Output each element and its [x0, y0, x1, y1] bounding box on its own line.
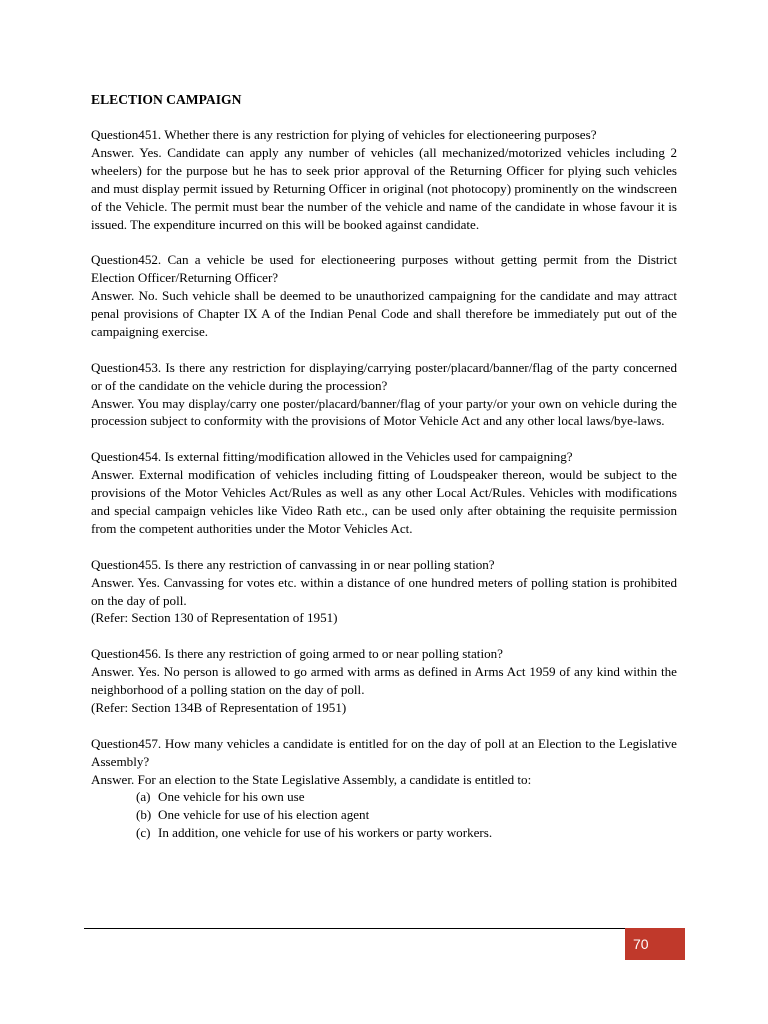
list-item-text: One vehicle for use of his election agent — [158, 807, 370, 823]
question-text: Question451. Whether there is any restriction for plying of vehicles for electioneering purposes? — [91, 127, 597, 142]
answer-text: Answer. Yes. Canvassing for votes etc. within a distance of one hundred meters of polling station is prohibited on the day of poll. — [91, 574, 677, 608]
answer-text: Answer. External modification of vehicles including fitting of Loudspeaker thereon, would be subject to the provisions of the Motor Vehicles Act/Rules as well as any other Local Act/Rules. Vehicles with modifications and special campaign vehicles like Video Rath etc., can be used only after obtaining the requisite permission from the competent authorities under the Motor Vehicles Act. — [91, 467, 677, 536]
answer-text: Answer. Yes. Candidate can apply any number of vehicles (all mechanized/motorized vehicles including 2 wheelers) for the purpose but he has to seek prior approval of the Returning Officer for plying such vehicles and must display permit issued by Returning Officer in original (not photocopy) prominently on the windscreen of the Vehicle. The permit must bear the number of the vehicle and name of the candidate in whose favour it is issued. The expenditure incurred on this will be booked against candidate. — [91, 144, 677, 232]
list-item-text: One vehicle for his own use — [158, 789, 305, 805]
question-text: Question456. Is there any restriction of going armed to or near polling station? — [91, 646, 503, 662]
question-text: Question454. Is external fitting/modification allowed in the Vehicles used for campaigning? — [91, 449, 573, 465]
reference-text: (Refer: Section 134B of Representation of 1951) — [91, 699, 347, 715]
qa-block-456 — [91, 645, 677, 717]
qa-block-453 — [91, 359, 677, 431]
question-text: Question457. How many vehicles a candidate is entitled for on the day of poll at an Election to the Legislative Assembly? — [91, 735, 677, 769]
list-marker: (b) — [136, 807, 152, 823]
list-item — [91, 788, 677, 806]
list-marker: (a) — [136, 789, 151, 805]
list-item — [91, 806, 677, 824]
qa-block-455 — [91, 556, 677, 628]
question-text: Question452. Can a vehicle be used for electioneering purposes without getting permit from the District Election Officer/Returning Officer? — [91, 252, 677, 286]
qa-block-451 — [91, 126, 677, 233]
list-item-text: In addition, one vehicle for use of his workers or party workers. — [158, 825, 493, 841]
answer-text: Answer. No. Such vehicle shall be deemed to be unauthorized campaigning for the candidate and may attract penal provisions of Chapter IX A of the Indian Penal Code and shall therefore be immediately put out of the campaigning exercise. — [91, 288, 677, 339]
answer-text: Answer. For an election to the State Legislative Assembly, a candidate is entitled to: — [91, 771, 532, 787]
qa-block-454 — [91, 448, 677, 538]
page-number-badge: 70 — [625, 928, 685, 960]
qa-block-457 — [91, 735, 677, 842]
list-item — [91, 824, 677, 842]
page-heading: ELECTION CAMPAIGN — [91, 92, 242, 107]
answer-text: Answer. Yes. No person is allowed to go armed with arms as defined in Arms Act 1959 of any kind within the neighborhood of a polling station on the day of poll. — [91, 664, 677, 698]
answer-text: Answer. You may display/carry one poster/placard/banner/flag of your party/or your own on vehicle during the procession subject to conformity with the provisions of Motor Vehicle Act and any other local laws/bye-laws. — [91, 395, 677, 429]
qa-block-452 — [91, 251, 677, 341]
question-text: Question453. Is there any restriction for displaying/carrying poster/placard/banner/flag of the party concerned or of the candidate on the vehicle during the procession? — [91, 359, 677, 393]
reference-text: (Refer: Section 130 of Representation of 1951) — [91, 610, 338, 626]
question-text: Question455. Is there any restriction of canvassing in or near polling station? — [91, 556, 495, 572]
footer-divider — [84, 928, 625, 929]
entitlement-list — [91, 788, 677, 842]
document-body — [91, 91, 677, 860]
list-marker: (c) — [136, 825, 151, 841]
